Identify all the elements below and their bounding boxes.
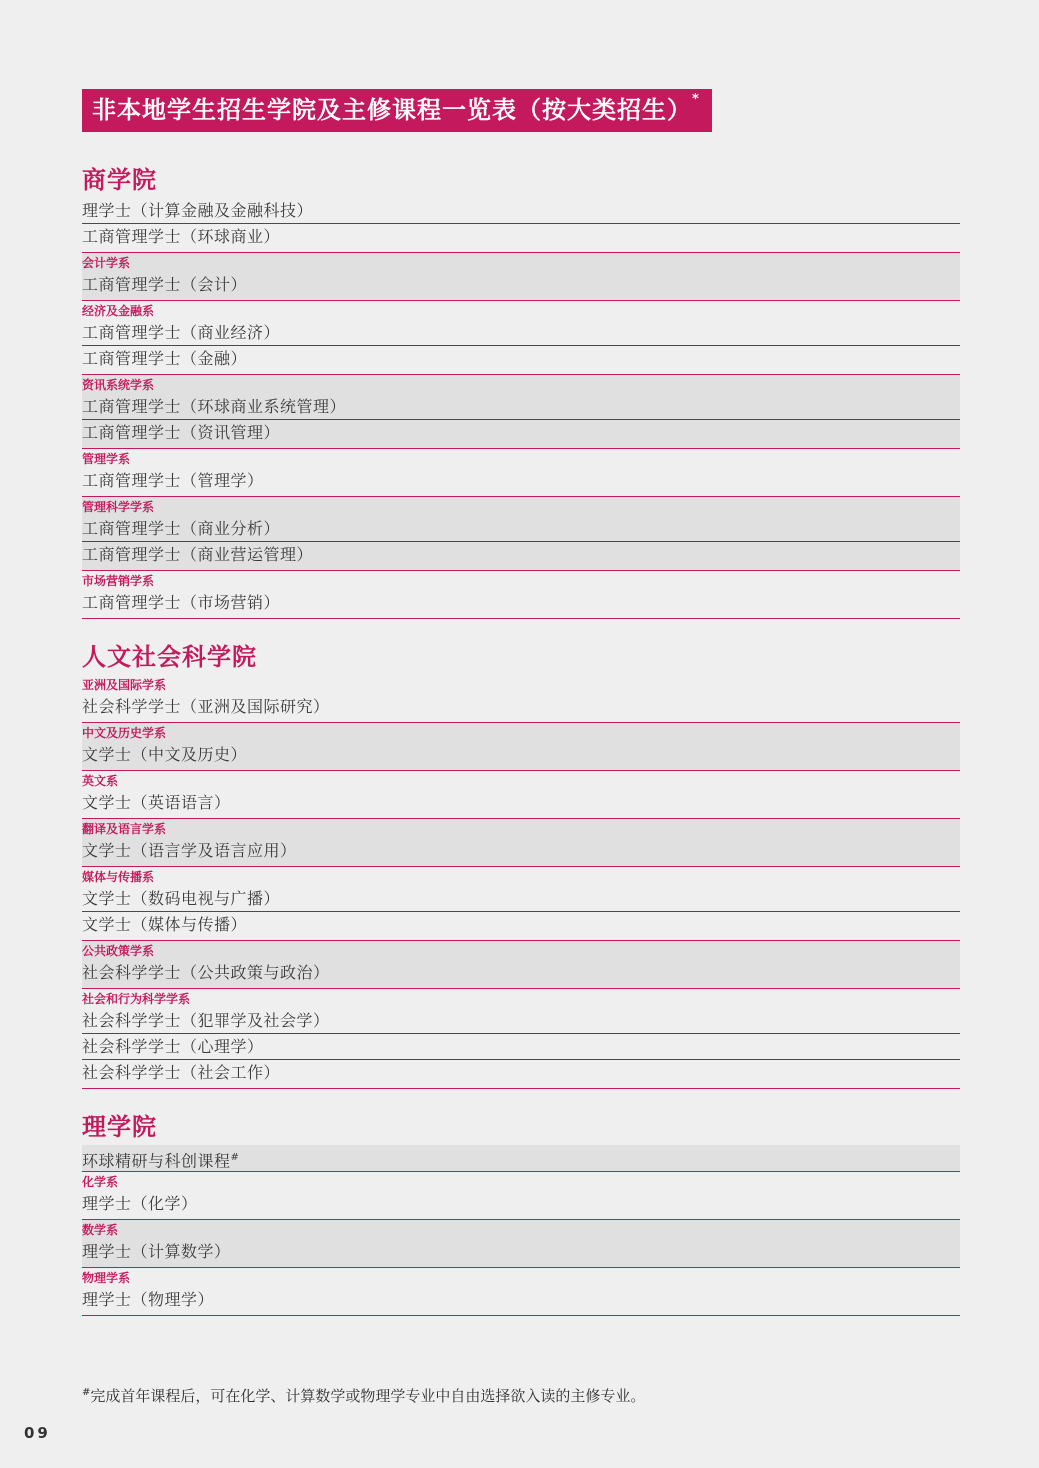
dept-name: 社会和行为科学学系	[82, 992, 191, 1006]
program-name: 理学士（化学）	[82, 1194, 198, 1213]
dept-name: 媒体与传播系	[82, 870, 155, 884]
program-name: 社会科学学士（社会工作）	[82, 1059, 960, 1085]
dept-group	[82, 449, 960, 497]
program-name: 工商管理学士（市场营销）	[82, 593, 281, 612]
dept-group	[82, 571, 960, 619]
dept-group	[82, 301, 960, 375]
dept-group	[82, 941, 960, 989]
program-group	[82, 1145, 960, 1172]
program-name: 工商管理学士（金融）	[82, 345, 960, 371]
program-mark: #	[230, 1152, 240, 1163]
dept-name: 经济及金融系	[82, 304, 155, 318]
program-name: 工商管理学士（环球商业）	[82, 223, 960, 249]
program-group	[82, 198, 960, 253]
dept-name: 数学系	[82, 1223, 119, 1237]
dept-group	[82, 1172, 960, 1220]
school-title: 人文社会科学院	[82, 643, 257, 671]
dept-name: 化学系	[82, 1175, 119, 1189]
program-name: 文学士（数码电视与广播）	[82, 889, 281, 908]
banner-title: 非本地学生招生学院及主修课程一览表（按大类招生）	[92, 96, 692, 124]
dept-name: 市场营销学系	[82, 574, 155, 588]
school-title: 理学院	[82, 1113, 157, 1141]
dept-name: 会计学系	[82, 256, 131, 270]
dept-name: 中文及历史学系	[82, 726, 167, 740]
school-science	[82, 1109, 960, 1316]
dept-group	[82, 723, 960, 771]
program-name: 社会科学学士（亚洲及国际研究）	[82, 697, 330, 716]
school-title: 商学院	[82, 166, 157, 194]
program-name: 工商管理学士（资讯管理）	[82, 419, 960, 445]
dept-name: 管理科学学系	[82, 500, 155, 514]
school-business	[82, 162, 960, 619]
dept-name: 管理学系	[82, 452, 131, 466]
dept-name: 物理学系	[82, 1271, 131, 1285]
dept-group	[82, 375, 960, 449]
dept-group	[82, 675, 960, 723]
program-name: 工商管理学士（会计）	[82, 275, 248, 294]
footnote	[82, 1385, 645, 1406]
dept-group	[82, 989, 960, 1089]
program-name: 理学士（计算金融及金融科技）	[82, 201, 314, 220]
dept-name: 英文系	[82, 774, 119, 788]
program-name: 社会科学学士（心理学）	[82, 1033, 960, 1059]
dept-name: 公共政策学系	[82, 944, 155, 958]
dept-group	[82, 771, 960, 819]
dept-group	[82, 867, 960, 941]
program-name: 文学士（中文及历史）	[82, 745, 248, 764]
program-name: 工商管理学士（管理学）	[82, 471, 264, 490]
dept-group	[82, 1268, 960, 1316]
footnote-mark: #	[82, 1387, 91, 1398]
program-name: 工商管理学士（环球商业系统管理）	[82, 397, 347, 416]
dept-group	[82, 253, 960, 301]
program-name: 工商管理学士（商业经济）	[82, 323, 281, 342]
banner-mark: *	[692, 92, 700, 107]
footnote-text: 完成首年课程后，可在化学、计算数学或物理学专业中自由选择欲入读的主修专业。	[90, 1387, 646, 1405]
page-number: 09	[24, 1424, 51, 1442]
program-name: 社会科学学士（犯罪学及社会学）	[82, 1011, 330, 1030]
program-name: 理学士（计算数学）	[82, 1242, 231, 1261]
program-name: 工商管理学士（商业分析）	[82, 519, 281, 538]
program-name	[82, 1146, 960, 1170]
dept-group	[82, 819, 960, 867]
program-name: 工商管理学士（商业营运管理）	[82, 541, 960, 567]
program-name: 理学士（物理学）	[82, 1290, 215, 1309]
school-humanities	[82, 639, 960, 1089]
program-label: 环球精研与科创课程	[82, 1151, 231, 1171]
program-name: 社会科学学士（公共政策与政治）	[82, 963, 330, 982]
program-list	[82, 162, 960, 1316]
program-name: 文学士（语言学及语言应用）	[82, 841, 297, 860]
dept-name: 资讯系统学系	[82, 378, 155, 392]
program-name: 文学士（媒体与传播）	[82, 911, 960, 937]
dept-group	[82, 497, 960, 571]
dept-group	[82, 1220, 960, 1268]
dept-name: 亚洲及国际学系	[82, 678, 167, 692]
page-banner	[82, 89, 712, 132]
dept-name: 翻译及语言学系	[82, 822, 167, 836]
program-name: 文学士（英语语言）	[82, 793, 231, 812]
